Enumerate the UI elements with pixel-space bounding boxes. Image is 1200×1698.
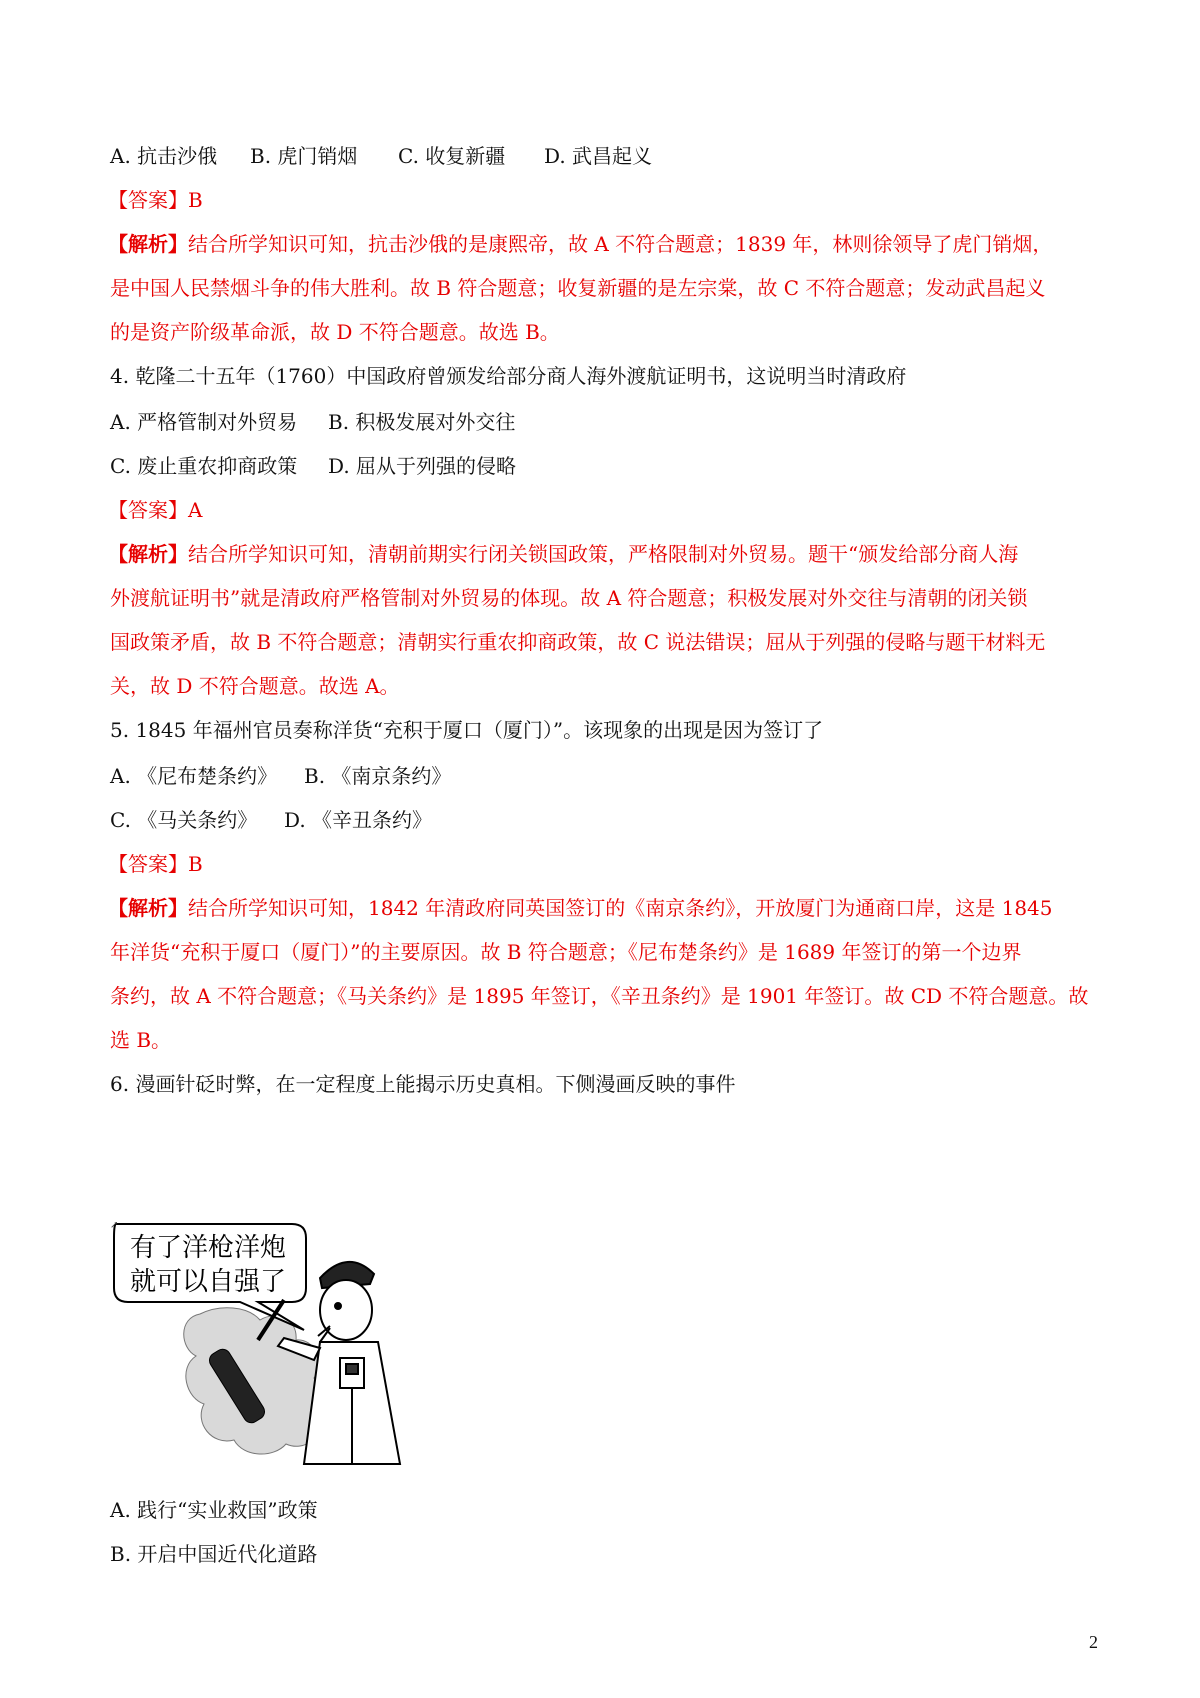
q4-option-c: C. 废止重农抑商政策 [110,454,298,478]
q4-options-row1 [110,409,515,435]
cartoon-image [108,1218,426,1466]
q4-analysis-line: 关，故 D 不符合题意。故选 A。 [110,674,400,698]
q5-answer [108,851,203,877]
q4-analysis-line: 外渡航证明书”就是清政府严格管制对外贸易的体现。故 A 符合题意；积极发展对外交往与清朝的闭关锁 [110,586,1028,610]
q3-option-c: C. 收复新疆 [398,144,506,168]
q3-analysis-line [108,231,1052,257]
q3-option-a: A. 抗击沙俄 [110,144,218,168]
answer-label: 【答案】 [108,852,188,876]
page-number: 2 [1089,1632,1098,1652]
q6-option-a: A. 践行“实业救国”政策 [110,1498,318,1522]
speech-text-line1: 有了洋枪洋炮 [130,1233,287,1263]
q4-analysis-line: 国政策矛盾，故 B 不符合题意；清朝实行重农抑商政策，故 C 说法错误；屈从于列强的侵略与题干材料无 [110,630,1046,654]
q5-analysis-line: 选 B。 [110,1028,172,1052]
q5-option-d: D. 《辛丑条约》 [284,808,433,832]
q4-option-a: A. 严格管制对外贸易 [110,410,298,434]
analysis-label: 【解析】 [108,232,188,256]
q4-option-d: D. 屈从于列强的侵略 [328,454,517,478]
answer-label: 【答案】 [108,498,188,522]
smoke-cloud [184,1308,328,1454]
q3-analysis-line: 是中国人民禁烟斗争的伟大胜利。故 B 符合题意；收复新疆的是左宗棠，故 C 不符合题意；发动武昌起义 [110,276,1046,300]
analysis-label: 【解析】 [108,896,188,920]
q5-option-a: A. 《尼布楚条约》 [110,764,278,788]
q3-answer [108,187,203,213]
q6-option-b: B. 开启中国近代化道路 [110,1542,318,1566]
speech-text-line2: 就可以自强了 [130,1267,287,1297]
answer-value: B [188,188,203,212]
q4-answer [108,497,202,523]
q5-option-c: C. 《马关条约》 [110,808,258,832]
q6-stem: 6. 漫画针砭时弊，在一定程度上能揭示历史真相。下侧漫画反映的事件 [110,1072,736,1096]
q4-stem: 4. 乾隆二十五年（1760）中国政府曾颁发给部分商人海外渡航证明书，这说明当时清政府 [110,364,907,388]
analysis-text: 结合所学知识可知，清朝前期实行闭关锁国政策，严格限制对外贸易。题干“颁发给部分商人海 [188,542,1019,566]
q5-stem: 5. 1845 年福州官员奏称洋货“充积于厦口（厦门）”。该现象的出现是因为签订了 [110,718,824,742]
analysis-text: 结合所学知识可知，1842 年清政府同英国签订的《南京条约》，开放厦门为通商口岸，这是 1845 [188,896,1053,920]
q4-option-b: B. 积极发展对外交往 [328,410,516,434]
q5-analysis-line [108,895,1053,921]
answer-value: B [188,852,203,876]
q3-option-b: B. 虎门销烟 [250,144,358,168]
q3-option-d: D. 武昌起义 [544,144,653,168]
q5-options-row2 [110,807,432,833]
q5-options-row1 [110,763,451,789]
answer-value: A [188,498,203,522]
q5-analysis-line: 条约，故 A 不符合题意；《马关条约》是 1895 年签订，《辛丑条约》是 1901 年签订。故 CD 不符合题意。故 [110,984,1089,1008]
analysis-text: 结合所学知识可知，抗击沙俄的是康熙帝，故 A 不符合题意；1839 年，林则徐领导了虎门销烟， [188,232,1053,256]
q4-analysis-line [108,541,1018,567]
answer-label: 【答案】 [108,188,188,212]
q3-analysis-line: 的是资产阶级革命派，故 D 不符合题意。故选 B。 [110,320,560,344]
analysis-label: 【解析】 [108,542,188,566]
q4-options-row2 [110,453,516,479]
q3-options [110,143,652,169]
svg-text:↗: ↗ [110,1220,119,1231]
q5-analysis-line: 年洋货“充积于厦口（厦门）”的主要原因。故 B 符合题意；《尼布楚条约》是 1689 年签订的第一个边界 [110,940,1022,964]
q5-option-b: B. 《南京条约》 [304,764,452,788]
